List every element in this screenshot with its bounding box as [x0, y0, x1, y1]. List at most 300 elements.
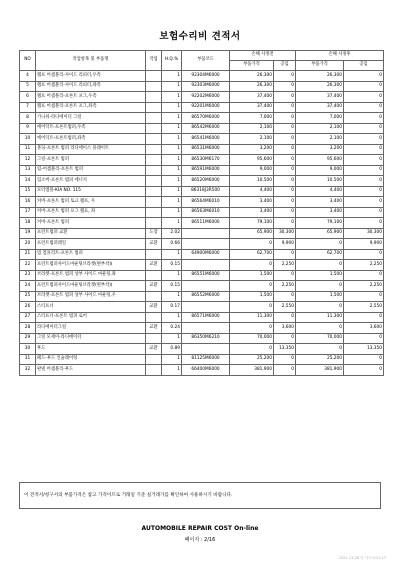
row-before-part-price: 0	[230, 323, 274, 334]
row-hq: 1	[162, 81, 182, 92]
row-after-part-price: 62,700	[296, 249, 344, 260]
table-row	[20, 207, 384, 218]
row-work	[146, 333, 162, 344]
row-code: 86571M6000	[182, 312, 230, 323]
row-after-part-price: 2,100	[296, 123, 344, 134]
row-before-part-price: 62,700	[230, 249, 274, 260]
row-item: 램프 어셈블리-사이드 리피터,좌측	[36, 81, 146, 92]
row-after-part-price: 3,400	[296, 197, 344, 208]
table-row	[20, 113, 384, 124]
row-before-labor: 0	[274, 365, 296, 376]
table-row	[20, 323, 384, 334]
row-after-labor: 2,250	[344, 260, 384, 271]
table-row	[20, 270, 384, 281]
row-before-labor: 2,550	[274, 302, 296, 313]
row-before-part-price: 9,000	[230, 165, 274, 176]
row-after-labor: 0	[344, 218, 384, 229]
header-before-part-price: 부품가격	[230, 61, 274, 71]
row-before-part-price: 0	[230, 344, 274, 355]
table-row	[20, 260, 384, 271]
row-work	[146, 207, 162, 218]
row-no: 19	[20, 228, 36, 239]
row-item: 커버-프론트 범퍼	[36, 218, 146, 229]
row-before-part-price: 3,400	[230, 207, 274, 218]
row-after-part-price: 65,900	[296, 228, 344, 239]
row-code: 86570M6000	[182, 113, 230, 124]
row-before-labor: 2,250	[274, 260, 296, 271]
table-row	[20, 165, 384, 176]
row-hq: 1	[162, 123, 182, 134]
row-before-part-price: 0	[230, 302, 274, 313]
row-work: 교환	[146, 302, 162, 313]
row-work	[146, 365, 162, 376]
table-row	[20, 302, 384, 313]
table-row	[20, 239, 384, 250]
row-after-labor: 0	[344, 102, 384, 113]
row-code: 81125M6000	[182, 354, 230, 365]
table-row	[20, 134, 384, 145]
header-work: 작업	[146, 51, 162, 71]
row-after-part-price: 0	[296, 323, 344, 334]
row-code: 86318J3R500	[182, 186, 230, 197]
row-after-labor: 0	[344, 165, 384, 176]
row-no: 9	[20, 123, 36, 134]
table-row	[20, 281, 384, 292]
row-work	[146, 176, 162, 187]
row-after-labor: 0	[344, 333, 384, 344]
row-after-labor: 0	[344, 186, 384, 197]
row-code	[182, 239, 230, 250]
row-no: 10	[20, 134, 36, 145]
row-no: 22	[20, 260, 36, 271]
row-code	[182, 228, 230, 239]
row-after-part-price: 70,000	[296, 333, 344, 344]
table-row	[20, 102, 384, 113]
row-item: 그릴-프론트 범퍼	[36, 155, 146, 166]
row-item: 에어덕트-프론트범퍼,좌측	[36, 134, 146, 145]
row-hq: 1	[162, 249, 182, 260]
row-item: 램프 어셈블리-사이드 리피터,우측	[36, 71, 146, 82]
row-item: 브라켓-프론트 범퍼 상부 사이드 마운팅,우	[36, 291, 146, 302]
row-hq: 0.15	[162, 281, 182, 292]
row-work	[146, 71, 162, 82]
row-before-labor: 0	[274, 333, 296, 344]
row-before-part-price: 37,400	[230, 102, 274, 113]
row-item: 램프 어셈블리-프론트 포그,우측	[36, 92, 146, 103]
row-item: 가니쉬-라디에이터 그릴	[36, 113, 146, 124]
row-after-part-price: 26,300	[296, 71, 344, 82]
row-no: 18	[20, 218, 36, 229]
row-code: 86563M6010	[182, 207, 230, 218]
row-work	[146, 155, 162, 166]
row-after-labor: 0	[344, 176, 384, 187]
row-after-part-price: 3,200	[296, 144, 344, 155]
row-hq: 0.15	[162, 260, 182, 271]
row-before-part-price: 1,500	[230, 270, 274, 281]
row-after-labor: 2,250	[344, 281, 384, 292]
row-code: 86542M6000	[182, 123, 230, 134]
row-after-part-price: 10,500	[296, 176, 344, 187]
row-no: 8	[20, 113, 36, 124]
footer-title: AUTOMOBILE REPAIR COST On-line	[141, 525, 259, 532]
row-after-labor: 0	[344, 249, 384, 260]
row-before-labor: 0	[274, 249, 296, 260]
row-code	[182, 344, 230, 355]
row-no: 7	[20, 102, 36, 113]
row-hq: 1	[162, 176, 182, 187]
row-code: 64900M6000	[182, 249, 230, 260]
header-hq: H.Q.%	[162, 51, 182, 71]
row-item: 에어덕트-프론트범퍼,우측	[36, 123, 146, 134]
row-item: 스티프너	[36, 302, 146, 313]
header-item: 작업항목 및 부품명	[36, 51, 146, 71]
row-before-labor: 0	[274, 71, 296, 82]
row-work	[146, 144, 162, 155]
row-before-labor: 0	[274, 123, 296, 134]
row-before-labor: 0	[274, 144, 296, 155]
row-after-labor: 0	[344, 312, 384, 323]
row-work	[146, 249, 162, 260]
row-before-labor: 13,350	[274, 344, 296, 355]
row-code	[182, 281, 230, 292]
table-row	[20, 291, 384, 302]
row-item: 몰딩-프론트 범퍼 라디에이스 플레이트	[36, 144, 146, 155]
table-row	[20, 92, 384, 103]
row-before-labor: 0	[274, 186, 296, 197]
row-hq: 1	[162, 312, 182, 323]
row-no: 26	[20, 302, 36, 313]
row-hq: 1	[162, 165, 182, 176]
row-after-labor: 0	[344, 81, 384, 92]
table-row	[20, 228, 384, 239]
row-item: 빔 컴플리트-프론트 범퍼	[36, 249, 146, 260]
row-work: 교환	[146, 344, 162, 355]
row-after-labor: 9,900	[344, 239, 384, 250]
row-after-labor: 0	[344, 291, 384, 302]
row-hq: 1	[162, 102, 182, 113]
table-row	[20, 155, 384, 166]
row-after-labor: 0	[344, 155, 384, 166]
row-item: 커버-프론트 범퍼 토크 램프, 우	[36, 197, 146, 208]
row-work: 교환	[146, 323, 162, 334]
row-code: 66400M6000	[182, 365, 230, 376]
row-after-labor: 0	[344, 92, 384, 103]
header-before-labor: 공임	[274, 61, 296, 71]
row-after-part-price: 0	[296, 344, 344, 355]
row-after-labor: 0	[344, 270, 384, 281]
header-after-labor: 공임	[344, 61, 384, 71]
row-after-labor: 2,550	[344, 302, 384, 313]
row-before-labor: 0	[274, 312, 296, 323]
table-row	[20, 144, 384, 155]
row-hq: 1	[162, 186, 182, 197]
row-hq: 1	[162, 155, 182, 166]
row-work	[146, 123, 162, 134]
row-no: 29	[20, 333, 36, 344]
row-before-part-price: 3,200	[230, 144, 274, 155]
row-no: 24	[20, 281, 36, 292]
row-hq: 1	[162, 197, 182, 208]
row-after-part-price: 0	[296, 239, 344, 250]
table-row	[20, 186, 384, 197]
row-no: 11	[20, 144, 36, 155]
row-before-part-price: 2,100	[230, 123, 274, 134]
row-after-part-price: 11,300	[296, 312, 344, 323]
estimate-table	[19, 50, 384, 376]
row-work	[146, 81, 162, 92]
row-item: 프런트범퍼 교환	[36, 228, 146, 239]
row-before-part-price: 79,100	[230, 218, 274, 229]
row-after-labor: 0	[344, 71, 384, 82]
row-item: 브라켓-프론트 범퍼 상부 사이드 마운팅,좌	[36, 270, 146, 281]
row-before-labor: 2,250	[274, 281, 296, 292]
row-no: 21	[20, 249, 36, 260]
row-no: 13	[20, 165, 36, 176]
row-item: 프런트범퍼사이드마운팅브라켓(변부착)(	[36, 281, 146, 292]
row-code: 86564M6010	[182, 197, 230, 208]
row-after-labor: 3,600	[344, 323, 384, 334]
row-before-part-price: 37,400	[230, 92, 274, 103]
row-item: 후드	[36, 344, 146, 355]
row-before-part-price: 3,400	[230, 197, 274, 208]
row-no: 17	[20, 207, 36, 218]
row-no: 20	[20, 239, 36, 250]
row-code: 86530M6170	[182, 155, 230, 166]
row-no: 15	[20, 186, 36, 197]
row-after-part-price: 25,200	[296, 354, 344, 365]
row-work: 교환	[146, 239, 162, 250]
row-before-labor: 0	[274, 81, 296, 92]
row-hq: 1	[162, 354, 182, 365]
header-row-1	[20, 51, 384, 61]
row-before-part-price: 7,000	[230, 113, 274, 124]
row-before-labor: 0	[274, 165, 296, 176]
row-before-part-price: 1,500	[230, 291, 274, 302]
row-before-labor: 0	[274, 176, 296, 187]
row-before-labor: 0	[274, 270, 296, 281]
header-no: NO	[20, 51, 36, 71]
row-hq: 1	[162, 218, 182, 229]
page-number: 페이지 : 2/16	[184, 537, 216, 543]
row-hq: 1	[162, 71, 182, 82]
row-after-part-price: 381,900	[296, 365, 344, 376]
row-code: 86552M6000	[182, 291, 230, 302]
table-row	[20, 333, 384, 344]
row-after-labor: 30,300	[344, 228, 384, 239]
row-before-part-price: 381,900	[230, 365, 274, 376]
row-hq: 0.24	[162, 323, 182, 334]
row-no: 32	[20, 365, 36, 376]
row-hq: 1	[162, 144, 182, 155]
row-no: 16	[20, 197, 36, 208]
row-after-part-price: 1,500	[296, 291, 344, 302]
row-work: 도장	[146, 228, 162, 239]
row-item: 모터엠블-KIA NO. 115	[36, 186, 146, 197]
row-item: 업소버-프론트 범퍼 에너지	[36, 176, 146, 187]
row-work	[146, 92, 162, 103]
row-work: 교환	[146, 281, 162, 292]
row-item: 커버-프론트 범퍼 포그 램프, 좌	[36, 207, 146, 218]
table-row	[20, 176, 384, 187]
row-before-labor: 0	[274, 207, 296, 218]
row-before-labor: 0	[274, 113, 296, 124]
row-item: 라디에이터그릴	[36, 323, 146, 334]
header-before: 손해 사정전	[230, 51, 296, 61]
row-after-part-price: 37,400	[296, 102, 344, 113]
row-before-part-price: 0	[230, 239, 274, 250]
row-hq: 1	[162, 291, 182, 302]
row-before-part-price: 0	[230, 281, 274, 292]
row-code	[182, 323, 230, 334]
row-item: 그릴 모세이-라디에이터	[36, 333, 146, 344]
row-after-part-price: 9,000	[296, 165, 344, 176]
row-work	[146, 186, 162, 197]
row-no: 6	[20, 92, 36, 103]
row-after-labor: 0	[344, 354, 384, 365]
row-after-labor: 0	[344, 113, 384, 124]
table-row	[20, 218, 384, 229]
row-work	[146, 312, 162, 323]
row-code: 86551M6000	[182, 270, 230, 281]
row-code: 92303M6000	[182, 81, 230, 92]
row-code: 86531M6000	[182, 144, 230, 155]
row-before-part-price: 4,400	[230, 186, 274, 197]
row-after-labor: 13,350	[344, 344, 384, 355]
row-code: 86511M6000	[182, 218, 230, 229]
row-work: 교환	[146, 260, 162, 271]
row-after-part-price: 79,100	[296, 218, 344, 229]
row-no: 27	[20, 312, 36, 323]
row-work	[146, 102, 162, 113]
row-work	[146, 113, 162, 124]
row-after-labor: 0	[344, 123, 384, 134]
row-before-labor: 0	[274, 134, 296, 145]
row-before-labor: 0	[274, 291, 296, 302]
row-before-labor: 0	[274, 354, 296, 365]
row-code	[182, 302, 230, 313]
row-after-labor: 0	[344, 134, 384, 145]
table-row	[20, 71, 384, 82]
row-item: 스티프너-프론트 범퍼 로어	[36, 312, 146, 323]
row-after-part-price: 7,000	[296, 113, 344, 124]
row-hq: 0.89	[162, 344, 182, 355]
row-code: 86520M6000	[182, 176, 230, 187]
row-code: 92201M6000	[182, 102, 230, 113]
row-item: 판넬 어셈블리-후드	[36, 365, 146, 376]
estimate-rows	[20, 71, 384, 376]
row-hq: 0.66	[162, 239, 182, 250]
row-before-part-price: 70,000	[230, 333, 274, 344]
row-after-labor: 0	[344, 365, 384, 376]
row-after-part-price: 0	[296, 281, 344, 292]
print-timestamp: 2021-11-26 인 사시 0:21:27	[338, 556, 386, 560]
row-hq: 1	[162, 333, 182, 344]
row-after-part-price: 37,400	[296, 92, 344, 103]
row-no: 5	[20, 81, 36, 92]
row-code: 86350M6210	[182, 333, 230, 344]
row-code: 86591M6000	[182, 165, 230, 176]
row-before-labor: 3,600	[274, 323, 296, 334]
row-after-labor: 0	[344, 197, 384, 208]
header-after-part-price: 부품가격	[296, 61, 344, 71]
row-no: 4	[20, 71, 36, 82]
row-before-part-price: 95,600	[230, 155, 274, 166]
row-before-labor: 0	[274, 102, 296, 113]
table-row	[20, 354, 384, 365]
row-hq: 1	[162, 113, 182, 124]
row-before-labor: 0	[274, 155, 296, 166]
row-work	[146, 134, 162, 145]
row-after-part-price: 4,400	[296, 186, 344, 197]
header-code: 부품코드	[182, 51, 230, 71]
row-no: 28	[20, 323, 36, 334]
row-work	[146, 354, 162, 365]
row-work	[146, 218, 162, 229]
row-code	[182, 260, 230, 271]
row-before-part-price: 11,300	[230, 312, 274, 323]
row-after-part-price: 26,300	[296, 81, 344, 92]
row-work	[146, 270, 162, 281]
row-hq: 0.17	[162, 302, 182, 313]
row-no: 12	[20, 155, 36, 166]
row-no: 23	[20, 270, 36, 281]
table-row	[20, 344, 384, 355]
table-row	[20, 81, 384, 92]
row-item: 립-어셈블리-프론트 범퍼	[36, 165, 146, 176]
row-no: 14	[20, 176, 36, 187]
row-after-part-price: 1,500	[296, 270, 344, 281]
row-hq: 1	[162, 365, 182, 376]
table-row	[20, 312, 384, 323]
row-before-part-price: 10,500	[230, 176, 274, 187]
row-before-labor: 30,300	[274, 228, 296, 239]
row-item: 프런트범퍼사이드마운팅브라켓(변부착)(	[36, 260, 146, 271]
row-after-part-price: 3,400	[296, 207, 344, 218]
row-before-labor: 0	[274, 218, 296, 229]
row-before-part-price: 26,300	[230, 81, 274, 92]
row-hq: 2.02	[162, 228, 182, 239]
row-after-labor: 0	[344, 207, 384, 218]
table-row	[20, 249, 384, 260]
row-work	[146, 165, 162, 176]
row-code: 92304M6000	[182, 71, 230, 82]
row-before-labor: 9,900	[274, 239, 296, 250]
row-hq: 1	[162, 207, 182, 218]
table-row	[20, 197, 384, 208]
row-after-part-price: 95,600	[296, 155, 344, 166]
row-no: 30	[20, 344, 36, 355]
row-code: 92202M6000	[182, 92, 230, 103]
row-after-labor: 0	[344, 144, 384, 155]
table-row	[20, 365, 384, 376]
row-hq: 1	[162, 92, 182, 103]
row-before-part-price: 65,900	[230, 228, 274, 239]
row-before-part-price: 2,100	[230, 134, 274, 145]
row-work	[146, 291, 162, 302]
price-notice: 이 견적서/청구서의 부품가격은 참고 가격이므로 거래일 기준 실거래가를 확인하여 사용하시기 바랍니다.	[19, 482, 381, 509]
row-after-part-price: 2,100	[296, 134, 344, 145]
row-before-part-price: 0	[230, 260, 274, 271]
row-hq: 1	[162, 270, 182, 281]
document-title: 보험수리비 견적서	[159, 31, 241, 42]
row-after-part-price: 0	[296, 302, 344, 313]
row-before-part-price: 26,300	[230, 71, 274, 82]
row-item: 프런트범퍼레일	[36, 239, 146, 250]
row-after-part-price: 0	[296, 260, 344, 271]
row-before-part-price: 25,200	[230, 354, 274, 365]
row-code: 86541M6000	[182, 134, 230, 145]
row-before-labor: 0	[274, 92, 296, 103]
